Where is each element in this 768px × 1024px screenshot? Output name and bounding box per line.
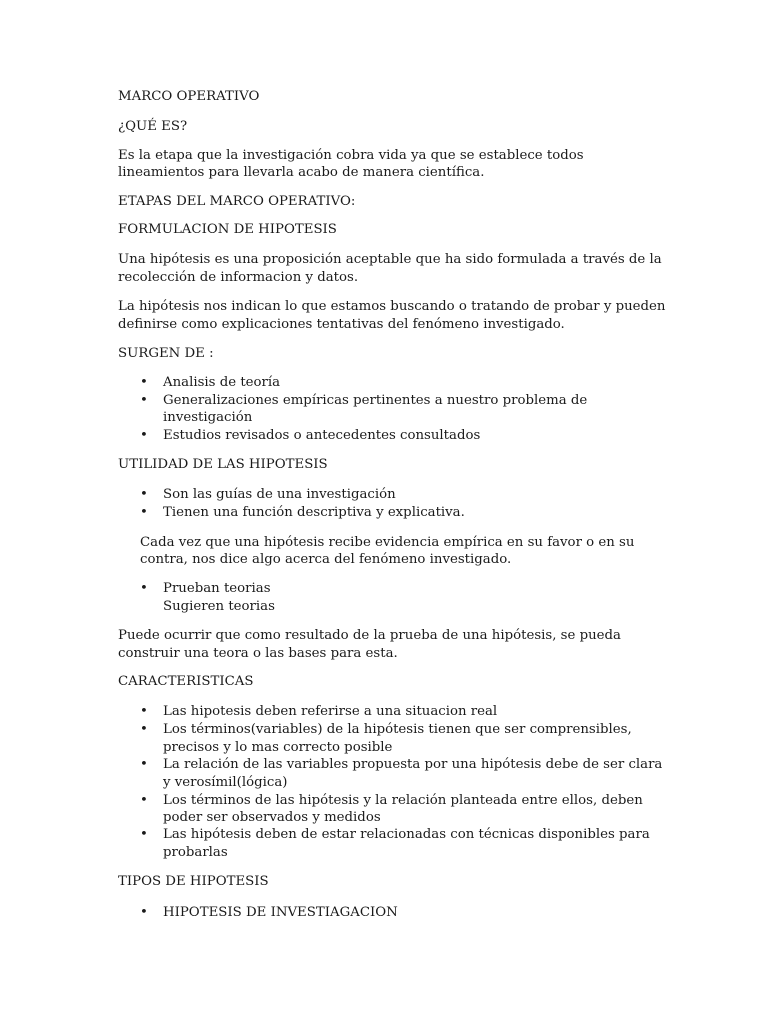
paragraph-line: definirse como explicaciones tentativas del fenómeno investigado. bbox=[118, 317, 565, 332]
list-item: Las hipótesis deben de estar relacionadas con técnicas disponibles para bbox=[163, 827, 650, 842]
list-item: Son las guías de una investigación bbox=[163, 487, 396, 502]
intro-line: lineamientos para llevarla acabo de manera científica. bbox=[118, 165, 485, 180]
bullet-icon: • bbox=[140, 581, 148, 596]
list-item: Tienen una función descriptiva y explicativa. bbox=[163, 505, 465, 520]
list-item: Las hipotesis deben referirse a una situacion real bbox=[163, 704, 498, 719]
list-item-continuation: probarlas bbox=[163, 845, 228, 860]
list-item: Analisis de teoría bbox=[163, 375, 281, 390]
heading-surgen: SURGEN DE : bbox=[118, 346, 214, 361]
heading-que-es: ¿QUÉ ES? bbox=[118, 119, 188, 134]
list-item-continuation: precisos y lo mas correcto posible bbox=[163, 740, 393, 755]
list-item-continuation: poder ser observados y medidos bbox=[163, 810, 381, 825]
intro-line: Es la etapa que la investigación cobra vida ya que se establece todos bbox=[118, 148, 584, 163]
list-item: Estudios revisados o antecedentes consultados bbox=[163, 428, 481, 443]
bullet-icon: • bbox=[140, 505, 148, 520]
heading-formulacion: FORMULACION DE HIPOTESIS bbox=[118, 222, 337, 237]
paragraph-line: Una hipótesis es una proposición aceptable que ha sido formulada a través de la bbox=[118, 252, 662, 267]
paragraph-line: construir una teora o las bases para esta. bbox=[118, 646, 398, 661]
bullet-icon: • bbox=[140, 757, 148, 772]
bullet-icon: • bbox=[140, 905, 148, 920]
list-item: Los términos(variables) de la hipótesis tienen que ser comprensibles, bbox=[163, 722, 632, 737]
bullet-icon: • bbox=[140, 375, 148, 390]
list-item: Generalizaciones empíricas pertinentes a nuestro problema de bbox=[163, 393, 588, 408]
bullet-icon: • bbox=[140, 428, 148, 443]
list-item-continuation: investigación bbox=[163, 410, 253, 425]
bullet-icon: • bbox=[140, 704, 148, 719]
list-item: La relación de las variables propuesta por una hipótesis debe de ser clara bbox=[163, 757, 663, 772]
heading-etapas: ETAPAS DEL MARCO OPERATIVO: bbox=[118, 194, 356, 209]
document-title: MARCO OPERATIVO bbox=[118, 89, 260, 104]
list-item-continuation: y verosímil(lógica) bbox=[163, 775, 288, 790]
bullet-icon: • bbox=[140, 487, 148, 502]
list-item: Sugieren teorias bbox=[163, 599, 275, 614]
paragraph-line: contra, nos dice algo acerca del fenómeno investigado. bbox=[140, 552, 512, 567]
heading-caracteristicas: CARACTERISTICAS bbox=[118, 674, 254, 689]
bullet-icon: • bbox=[140, 793, 148, 808]
heading-utilidad: UTILIDAD DE LAS HIPOTESIS bbox=[118, 457, 328, 472]
bullet-icon: • bbox=[140, 722, 148, 737]
paragraph-line: recolección de informacion y datos. bbox=[118, 270, 359, 285]
list-item: Prueban teorias bbox=[163, 581, 271, 596]
paragraph-line: La hipótesis nos indican lo que estamos buscando o tratando de probar y pueden bbox=[118, 299, 666, 314]
paragraph-line: Cada vez que una hipótesis recibe evidencia empírica en su favor o en su bbox=[140, 535, 635, 550]
list-item: HIPOTESIS DE INVESTIAGACION bbox=[163, 905, 398, 920]
list-item: Los términos de las hipótesis y la relación planteada entre ellos, deben bbox=[163, 793, 643, 808]
paragraph-line: Puede ocurrir que como resultado de la prueba de una hipótesis, se pueda bbox=[118, 628, 621, 643]
heading-tipos: TIPOS DE HIPOTESIS bbox=[118, 874, 269, 889]
bullet-icon: • bbox=[140, 827, 148, 842]
bullet-icon: • bbox=[140, 393, 148, 408]
